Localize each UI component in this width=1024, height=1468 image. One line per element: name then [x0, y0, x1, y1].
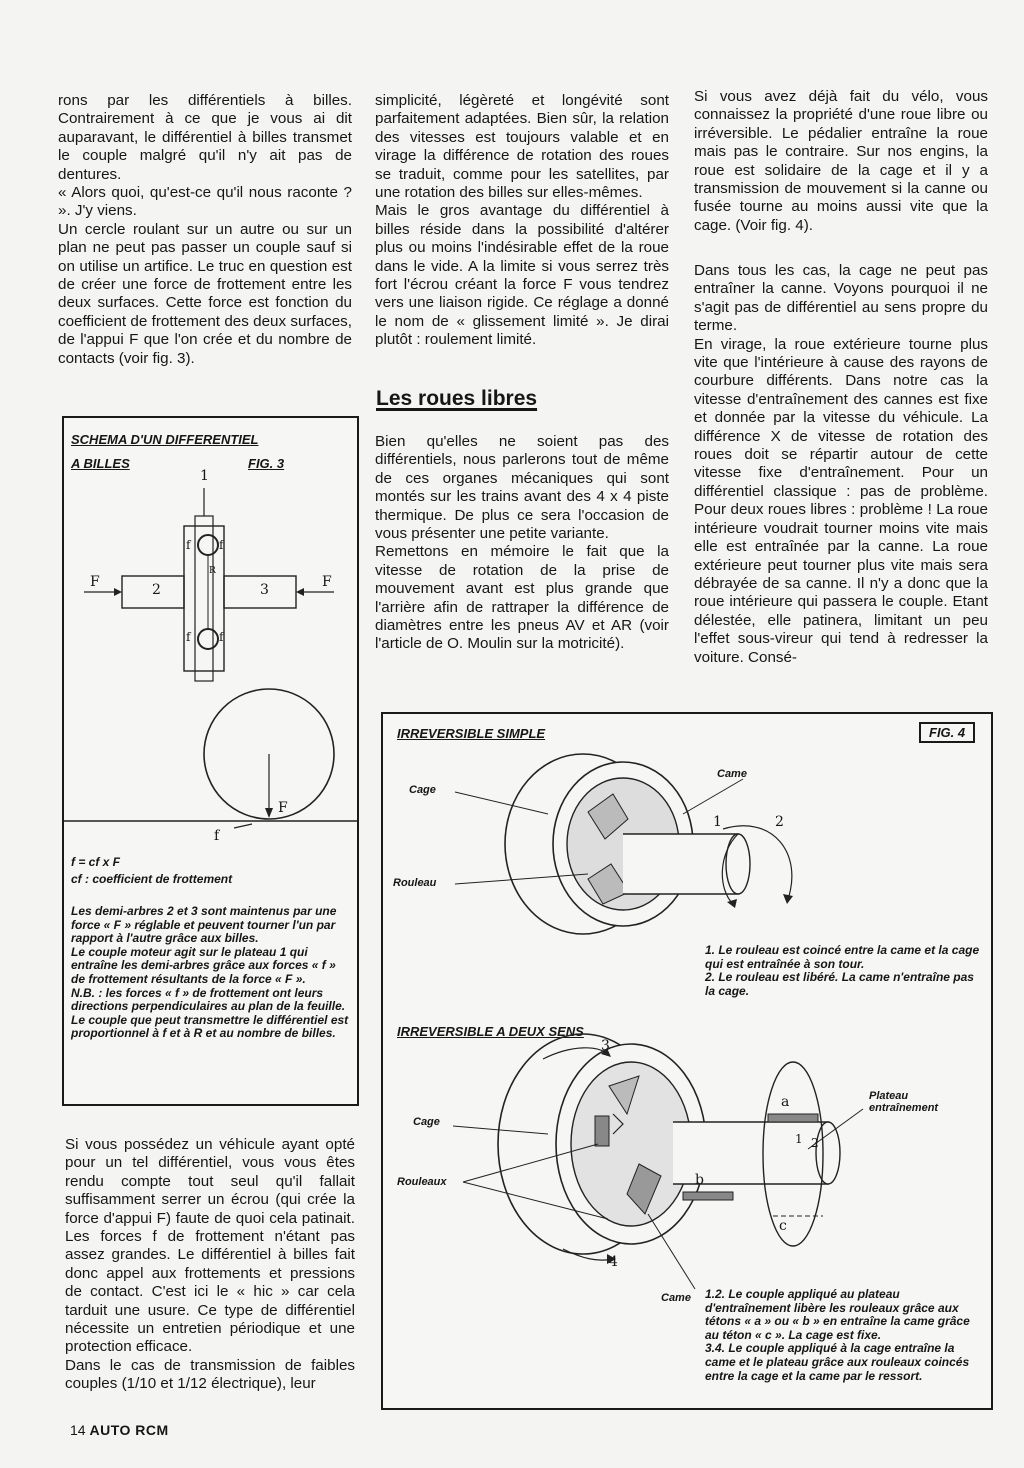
- paragraph: Bien qu'elles ne soient pas des différentiels, nous parlerons tout de même de ces organes mécaniques qui sont montés sur les trains avant des 4 x 4 piste thermique. De plus ce sera l'occasion de vous présenter une petite variante.: [375, 433, 669, 543]
- label-2-double: 2: [811, 1136, 819, 1150]
- right-column-bottom: [694, 262, 988, 667]
- section-heading: Les roues libres: [376, 387, 538, 410]
- paragraph: Si vous possédez un véhicule ayant opté pour un tel différentiel, vous vous êtes rendu compte tout seul qu'il fallait suffisamment serrer un écrou (qui crée la force d'appui F) faute de quoi cela patinait. Les forces f de frottement n'étant pas assez grandes. Le différentiel à billes fait donc appel aux frottements et pressions de contact. C'est ici le « hic » car cela tarduit une usure. Ce type de différentiel nécessite un entretien périodique et une protection efficace.: [65, 1136, 355, 1356]
- label-plateau: Plateau entraînement: [869, 1090, 939, 1114]
- fig3-title-line2: A BILLES: [71, 456, 130, 471]
- label-F-right: F: [322, 574, 332, 590]
- fig4-label: FIG. 4: [919, 722, 975, 743]
- fig3-label: FIG. 3: [248, 456, 285, 471]
- middle-column-top: [375, 92, 669, 350]
- paragraph: simplicité, légèreté et longévité sont parfaitement adaptées. Bien sûr, la relation des vitesses est toujours valable et en virage la différence de rotation des roues se traduit, comme pour les satellites, par une rotation des billes sur elles-mêmes.: [375, 92, 669, 202]
- label-1-double: 1: [795, 1132, 803, 1146]
- label-4-double: 4: [609, 1254, 618, 1270]
- label-c: c: [779, 1218, 787, 1234]
- fig4-title-simple: IRREVERSIBLE SIMPLE: [397, 726, 546, 741]
- label-1-simple: 1: [713, 814, 722, 830]
- paragraph: Dans le cas de transmission de faibles couples (1/10 et 1/12 électrique), leur: [65, 1356, 355, 1393]
- fig4-caption-simple: 1. Le rouleau est coincé entre la came et la cage qui est entraînée à son tour. 2. Le rouleau est libéré. La came n'entraîne pas la cage.: [705, 943, 980, 998]
- label-R: R: [209, 566, 216, 576]
- paragraph: « Alors quoi, qu'est-ce qu'il nous raconte ? ». J'y viens.: [58, 184, 352, 220]
- label-3: 3: [260, 582, 269, 598]
- label-2-simple: 2: [775, 814, 784, 830]
- label-F-circle: F: [278, 800, 288, 816]
- right-column-top: [694, 88, 988, 235]
- label-a: a: [781, 1094, 790, 1110]
- label-F-left: F: [90, 574, 100, 590]
- label-f-top-right: f: [219, 538, 224, 552]
- page-number: 14: [70, 1422, 86, 1438]
- figure-4: [381, 712, 993, 1410]
- left-column-top: [58, 92, 352, 368]
- label-f-bottom-left: f: [186, 630, 191, 644]
- label-b: b: [695, 1172, 704, 1188]
- left-column-bottom: [65, 1136, 355, 1394]
- label-came-simple: Came: [717, 768, 747, 780]
- label-2: 2: [152, 582, 161, 598]
- paragraph: Un cercle roulant sur un autre ou sur un plan ne peut pas passer un couple sauf si on utilise un artifice. Le truc en question est de créer une force de frottement entre les deux surfaces. Cette force est fonction du coefficient de frottement des deux surfaces, de l'appui F que l'on crée et du nombre de contacts (voir fig. 3).: [58, 220, 352, 367]
- page-footer: [70, 1422, 169, 1438]
- label-rouleaux: Rouleaux: [397, 1176, 447, 1188]
- fig3-caption: Les demi-arbres 2 et 3 sont maintenus par une force « F » réglable et peuvent tourner l'un par rapport à l'autre grâce aux billes. Le couple moteur agit sur le plateau 1 qui entraîne les demi-arbres grâce aux forces « f » de frottement résultants de la force « F ». N.B. : les forces « f » de frottement ont leurs directions perpendiculaires au plan de la feuille. Le couple que peut transmettre le différentiel est proportionnel à f et à R et au nombre de billes.: [71, 904, 349, 1041]
- paragraph: Si vous avez déjà fait du vélo, vous connaissez la propriété d'une roue libre ou irréversible. Le pédalier entraîne la roue mais pas le contraire. Sur nos engins, la roue est solidaire de la cage et il y a transmission de mouvement si la canne ou fusée tourne au moins aussi vite que la cage. (Voir fig. 4).: [694, 88, 988, 234]
- label-cage-simple: Cage: [409, 784, 436, 796]
- magazine-name: AUTO RCM: [89, 1422, 169, 1438]
- fig3-formula-def: cf : coefficient de frottement: [71, 872, 233, 886]
- paragraph: En virage, la roue extérieure tourne plus vite que l'intérieure à cause des rayons de courbure différents. Dans notre cas la vitesse d'entraînement des cannes est fixe et donnée par la vitesse du véhicule. La différence X de vitesse de rotation des roues doit se répartir autour de cette vitesse fixe d'entraînement. Pour un différentiel classique : pas de problème. Pour deux roues libres : problème ! La roue intérieure voudrait tourner moins vite mais elle est entraînée par la canne. La roue extérieure peut tourner plus vite mais sera débrayée de sa canne. Il n'y a donc que la roue intérieure qui passera le couple. Etant délestée, elle patinera, limitant un peu l'effet sous-vireur qui tend à redresser la voiture. Consé-: [694, 335, 988, 666]
- label-f-circle: f: [214, 828, 220, 844]
- paragraph: Dans tous les cas, la cage ne peut pas entraîner la canne. Voyons pourquoi il ne s'agit pas de différentiel au sens propre du terme.: [694, 262, 988, 335]
- figure-3: [62, 416, 359, 1106]
- fig3-formula: f = cf x F: [71, 855, 121, 869]
- label-rouleau: Rouleau: [393, 877, 437, 889]
- label-1: 1: [200, 468, 209, 484]
- paragraph: Mais le gros avantage du différentiel à billes réside dans la possibilité d'altérer plus ou moins l'indésirable effet de la roue dans le vide. A la limite si vous serrez très fort l'écrou créant la force F vous tendrez vers une liaison rigide. Ce réglage a donné le nom de « glissement limité ». Je dirai plutôt : roulement limité.: [375, 202, 669, 349]
- paragraph: Remettons en mémoire le fait que la vitesse de rotation de la prise de mouvement avant est plus grande que l'arrière afin de rattraper la différence de diamètres entre les pneus AV et AR (voir l'article de O. Moulin sur la motricité).: [375, 543, 669, 653]
- paragraph: rons par les différentiels à billes. Contrairement à ce que je vous ai dit auparavant, le différentiel à billes transmet le couple malgré qu'il n'y ait pas de dentures.: [58, 92, 352, 183]
- middle-column-bottom: [375, 433, 669, 654]
- fig3-title-line1: SCHEMA D'UN DIFFERENTIEL: [71, 432, 259, 447]
- label-3-double: 3: [601, 1038, 610, 1054]
- fig4-caption-double: 1.2. Le couple appliqué au plateau d'entraînement libère les rouleaux grâce aux tétons « a » ou « b » en entraîne la came grâce au téton « c ». La cage est fixe. 3.4. Le couple appliqué à la cage entraîne la came et le plateau grâce aux rouleaux coincés entre la cage et la came par le ressort.: [705, 1287, 970, 1383]
- label-cage-double: Cage: [413, 1116, 440, 1128]
- label-f-top-left: f: [186, 538, 191, 552]
- fig4-title-double: IRREVERSIBLE A DEUX SENS: [397, 1024, 584, 1039]
- label-came-double: Came: [661, 1292, 691, 1304]
- label-f-bottom-right: f: [219, 630, 224, 644]
